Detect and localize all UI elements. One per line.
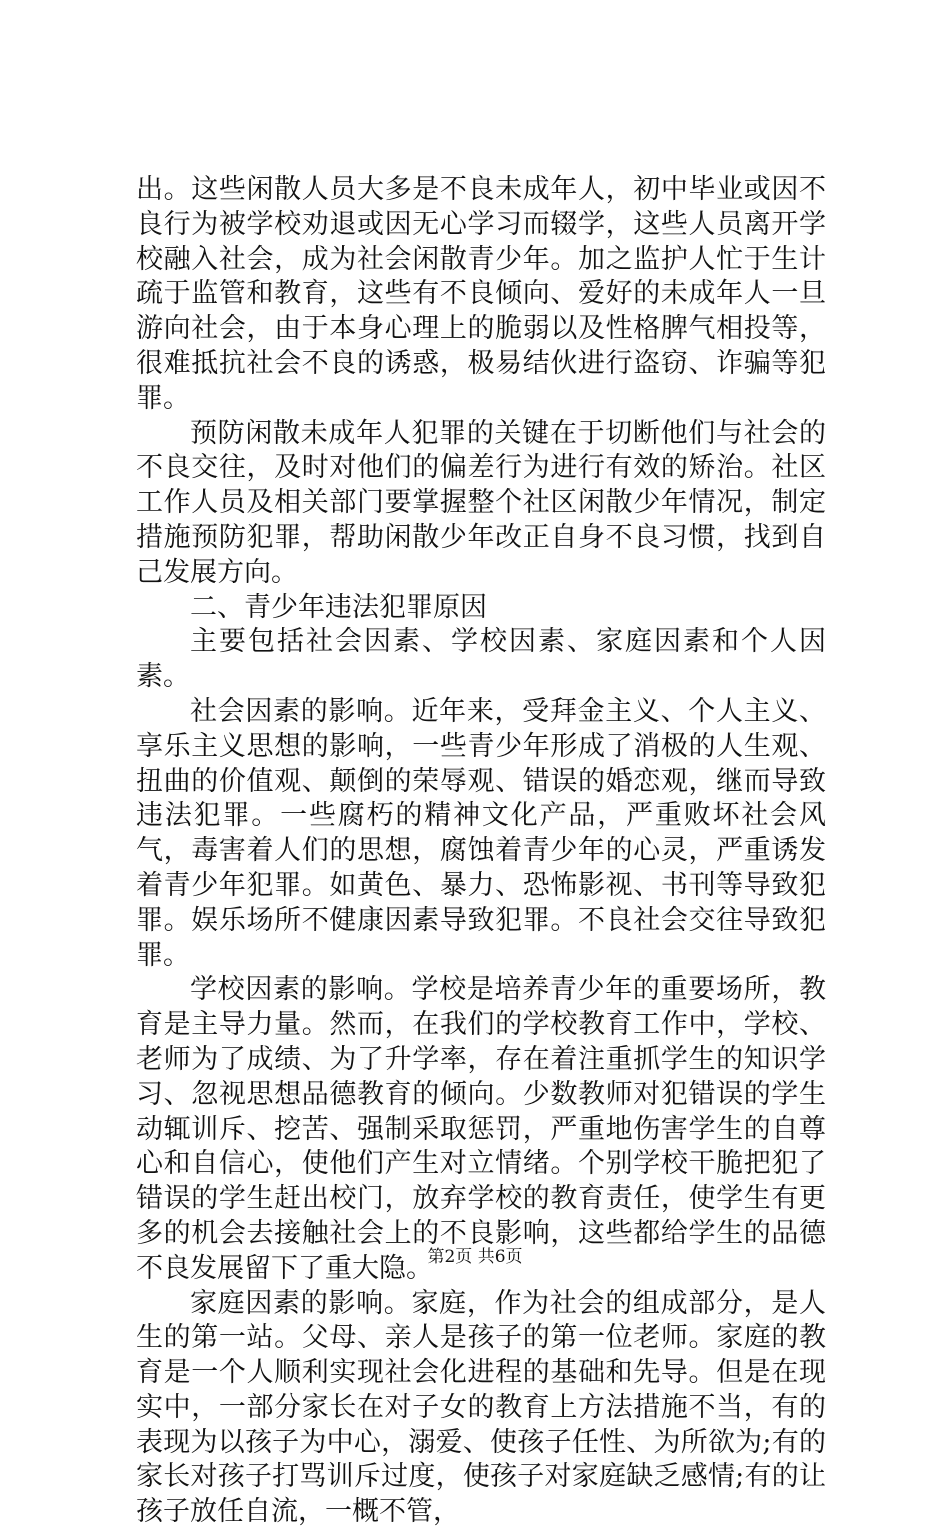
paragraph-2: 预防闲散未成年人犯罪的关键在于切断他们与社会的不良交往，及时对他们的偏差行为进行有效的矫治。社区工作人员及相关部门要掌握整个社区闲散少年情况，制定措施预防犯罪，帮助闲散少年改正自身不良习惯，找到自己发展方向。 [136,417,826,591]
paragraph-5: 学校因素的影响。学校是培养青少年的重要场所，教育是主导力量。然而，在我们的学校教育工作中，学校、老师为了成绩、为了升学率，存在着注重抓学生的知识学习、忽视思想品德教育的倾向。少数教师对犯错误的学生动辄训斥、挖苦、强制采取惩罚，严重地伤害学生的自尊心和自信心，使他们产生对立情绪。个别学校干脆把犯了错误的学生赶出校门，放弃学校的教育责任，使学生有更多的机会去接触社会上的不良影响，这些都给学生的品德不良发展留下了重大隐。 [136,973,826,1286]
document-body [136,173,826,1530]
paragraph-3: 主要包括社会因素、学校因素、家庭因素和个人因素。 [136,625,826,695]
section-heading: 二、青少年违法犯罪原因 [136,591,826,626]
paragraph-4: 社会因素的影响。近年来，受拜金主义、个人主义、享乐主义思想的影响，一些青少年形成了消极的人生观、扭曲的价值观、颠倒的荣辱观、错误的婚恋观，继而导致违法犯罪。一些腐朽的精神文化产品，严重败坏社会风气，毒害着人们的思想，腐蚀着青少年的心灵，严重诱发着青少年犯罪。如黄色、暴力、恐怖影视、书刊等导致犯罪。娱乐场所不健康因素导致犯罪。不良社会交往导致犯罪。 [136,695,826,973]
paragraph-1: 出。这些闲散人员大多是不良未成年人，初中毕业或因不良行为被学校劝退或因无心学习而辍学，这些人员离开学校融入社会，成为社会闲散青少年。加之监护人忙于生计疏于监管和教育，这些有不良倾向、爱好的未成年人一旦游向社会，由于本身心理上的脆弱以及性格脾气相投等，很难抵抗社会不良的诱惑，极易结伙进行盗窃、诈骗等犯罪。 [136,173,826,417]
paragraph-6: 家庭因素的影响。家庭，作为社会的组成部分，是人生的第一站。父母、亲人是孩子的第一位老师。家庭的教育是一个人顺利实现社会化进程的基础和先导。但是在现实中，一部分家长在对子女的教育上方法措施不当，有的表现为以孩子为中心，溺爱、使孩子任性、为所欲为;有的家长对孩子打骂训斥过度，使孩子对家庭缺乏感情;有的让孩子放任自流，一概不管， [136,1287,826,1530]
page-number: 第2页 共6页 [0,1242,950,1267]
